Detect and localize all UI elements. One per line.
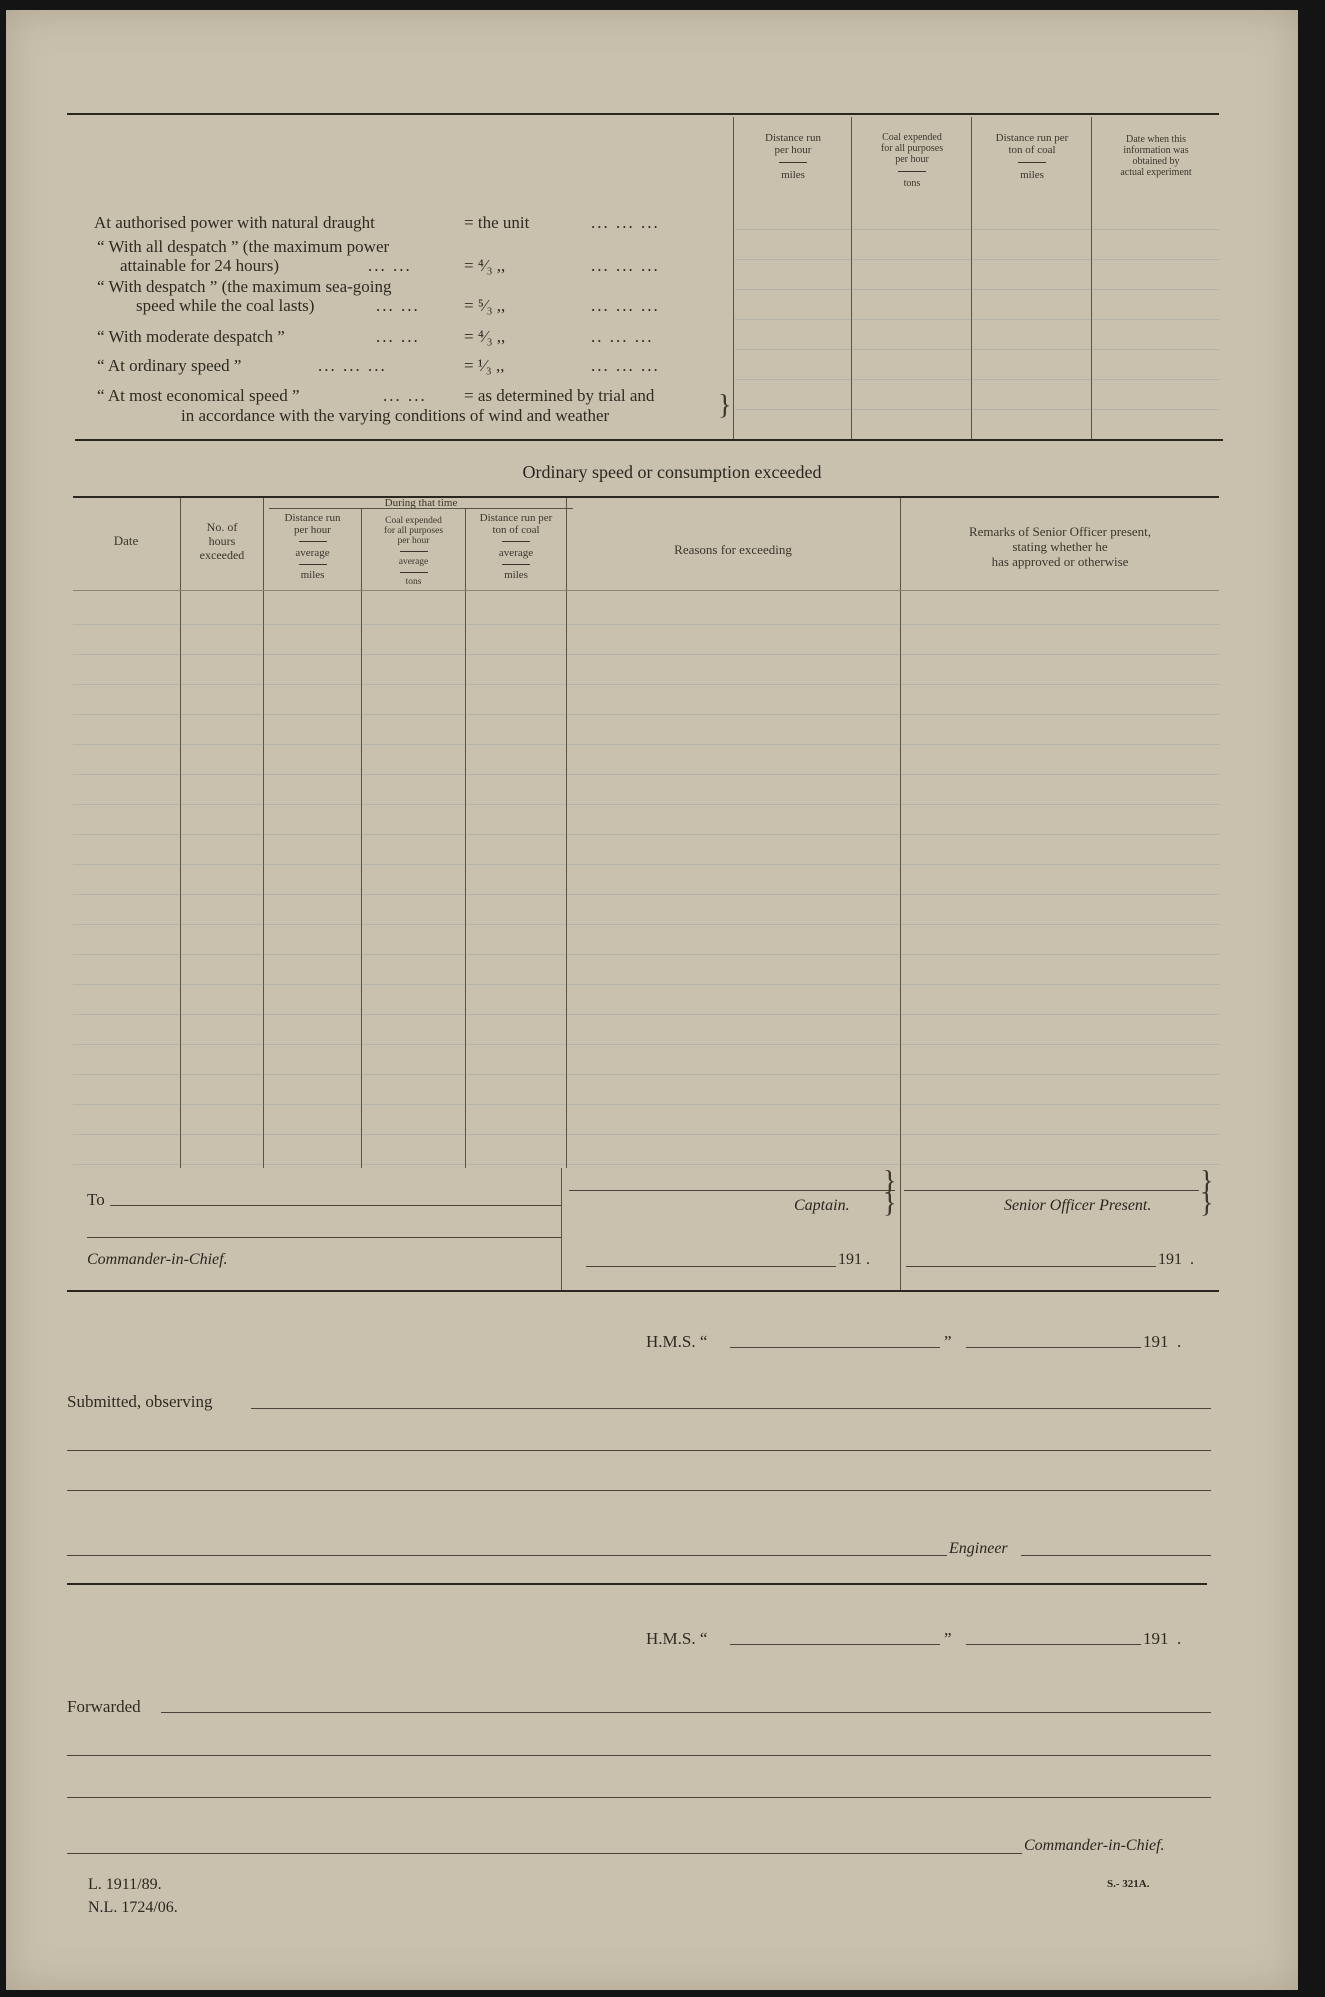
to-label: To <box>87 1190 105 1209</box>
forwarded-line <box>161 1712 1211 1713</box>
to-line <box>110 1205 561 1206</box>
brace: } <box>718 390 732 421</box>
row-all-despatch: “ With all despatch ” (the maximum power <box>97 237 390 256</box>
header-distance-run-avg: Distance run per hour average miles <box>284 512 341 581</box>
top-table-bottom-rule <box>75 439 1223 441</box>
header-coal-expended-avg: Coal expended for all purposes per hour average tons <box>383 516 444 587</box>
header-distance-per-ton: Distance run per ton of coal miles <box>995 132 1069 181</box>
row-moderate-despatch: “ With moderate despatch ” <box>97 327 285 346</box>
form-ref-l: L. 1911/89. <box>88 1876 162 1893</box>
header-distance-run: Distance run per hour miles <box>765 132 821 181</box>
forwarded-label: Forwarded <box>67 1697 141 1716</box>
captain-label: Captain. <box>794 1197 850 1214</box>
row-with-despatch: “ With despatch ” (the maximum sea-going <box>97 277 392 296</box>
senior-officer-label: Senior Officer Present. <box>1004 1197 1152 1214</box>
commander-in-chief-label: Commander-in-Chief. <box>87 1251 228 1268</box>
engineer-line <box>1021 1555 1211 1556</box>
hms-label-1: H.M.S. “ <box>646 1332 708 1351</box>
captain-line <box>569 1190 895 1191</box>
ship-name-line-1 <box>730 1347 940 1348</box>
header-reasons: Reasons for exceeding <box>674 542 792 557</box>
header-hours-exceeded: No. of hours exceeded <box>199 520 245 562</box>
row-economical-speed: “ At most economical speed ” <box>97 386 300 405</box>
form-ref-nl: N.L. 1724/06. <box>88 1899 178 1916</box>
ruled-area <box>735 200 1219 440</box>
hms-label-2: H.M.S. “ <box>646 1629 708 1648</box>
header-date: Date <box>113 533 139 548</box>
header-coal-expended: Coal expended for all purposes per hour tons <box>880 132 944 189</box>
row-authorised-power: At authorised power with natural draught <box>94 213 375 232</box>
year-senior: 191 . <box>1158 1251 1194 1268</box>
col-divider <box>733 117 734 441</box>
form-page: Distance run per hour miles Coal expended for all purposes per hour tons Distance run per ton of coal miles Date when this information was obtained by actual experiment At authorised power with natural draught = the unit ... ... ... “ With all despatch ” (the maximum power attainable for 24 hours) ... ... = ⁴⁄₃ ,, ... ... ... “ With despatch ” (the maximum sea-going speed while the coal lasts) ... ... = ⁵⁄₃ ,, ... ... ... “ With moderate despatch ” ... ... = ⁴⁄₃ ,, .. ... ... “ At ordinary speed ” ... ... ... = ¹⁄₃ ,, ... ... ... “ At most economical speed ” ... ... = as determined by trial and in accordance with the varying conditions of wind and weather } Ordinary speed or consumption exceeded During that time Date No. of hours exceeded Distance run per hour average miles Coal expended for all purposes per hour average tons Distance run per ton of coal average miles Reasons for exceeding Remarks of Senior Officer present, stating whether he has approved or otherwise To Commander-in-Chief. Captain. } } 191 . Senior Officer Present. } } 191 . H.M.S. “ ” 191 . Submitted, observing Engineer H.M.S. “ ” 191 . Forwarded Commander-in-Chief. L. 1911/89. N.L. 1724/06. S.- 321A. <box>6 10 1298 1990</box>
year-hms-2: 191 . <box>1143 1629 1182 1648</box>
exceed-table-top-rule <box>73 496 1219 498</box>
year-captain: 191 . <box>838 1251 870 1268</box>
date-line-1 <box>966 1347 1141 1348</box>
header-distance-per-ton-avg: Distance run per ton of coal average miles <box>479 512 553 581</box>
exceed-ruled-area <box>73 595 1219 1165</box>
commander-in-chief-label-2: Commander-in-Chief. <box>1024 1837 1165 1854</box>
year-hms-1: 191 . <box>1143 1332 1182 1351</box>
submitted-line <box>251 1408 1211 1409</box>
date-line-2 <box>966 1644 1141 1645</box>
top-rule <box>67 113 1219 115</box>
senior-officer-line <box>904 1190 1199 1191</box>
engineer-bottom-rule <box>67 1583 1207 1585</box>
form-code: S.- 321A. <box>1107 1878 1150 1890</box>
submitted-label: Submitted, observing <box>67 1392 213 1411</box>
ship-name-line-2 <box>730 1644 940 1645</box>
during-that-time: During that time <box>384 497 458 509</box>
section-title: Ordinary speed or consumption exceeded <box>522 462 822 482</box>
row-ordinary-speed: “ At ordinary speed ” <box>97 356 242 375</box>
signature-bottom-rule <box>67 1290 1219 1292</box>
header-remarks: Remarks of Senior Officer present, stating whether he has approved or otherwise <box>968 524 1152 569</box>
header-date-obtained: Date when this information was obtained by actual experiment <box>1120 134 1192 178</box>
engineer-label: Engineer <box>949 1540 1008 1557</box>
